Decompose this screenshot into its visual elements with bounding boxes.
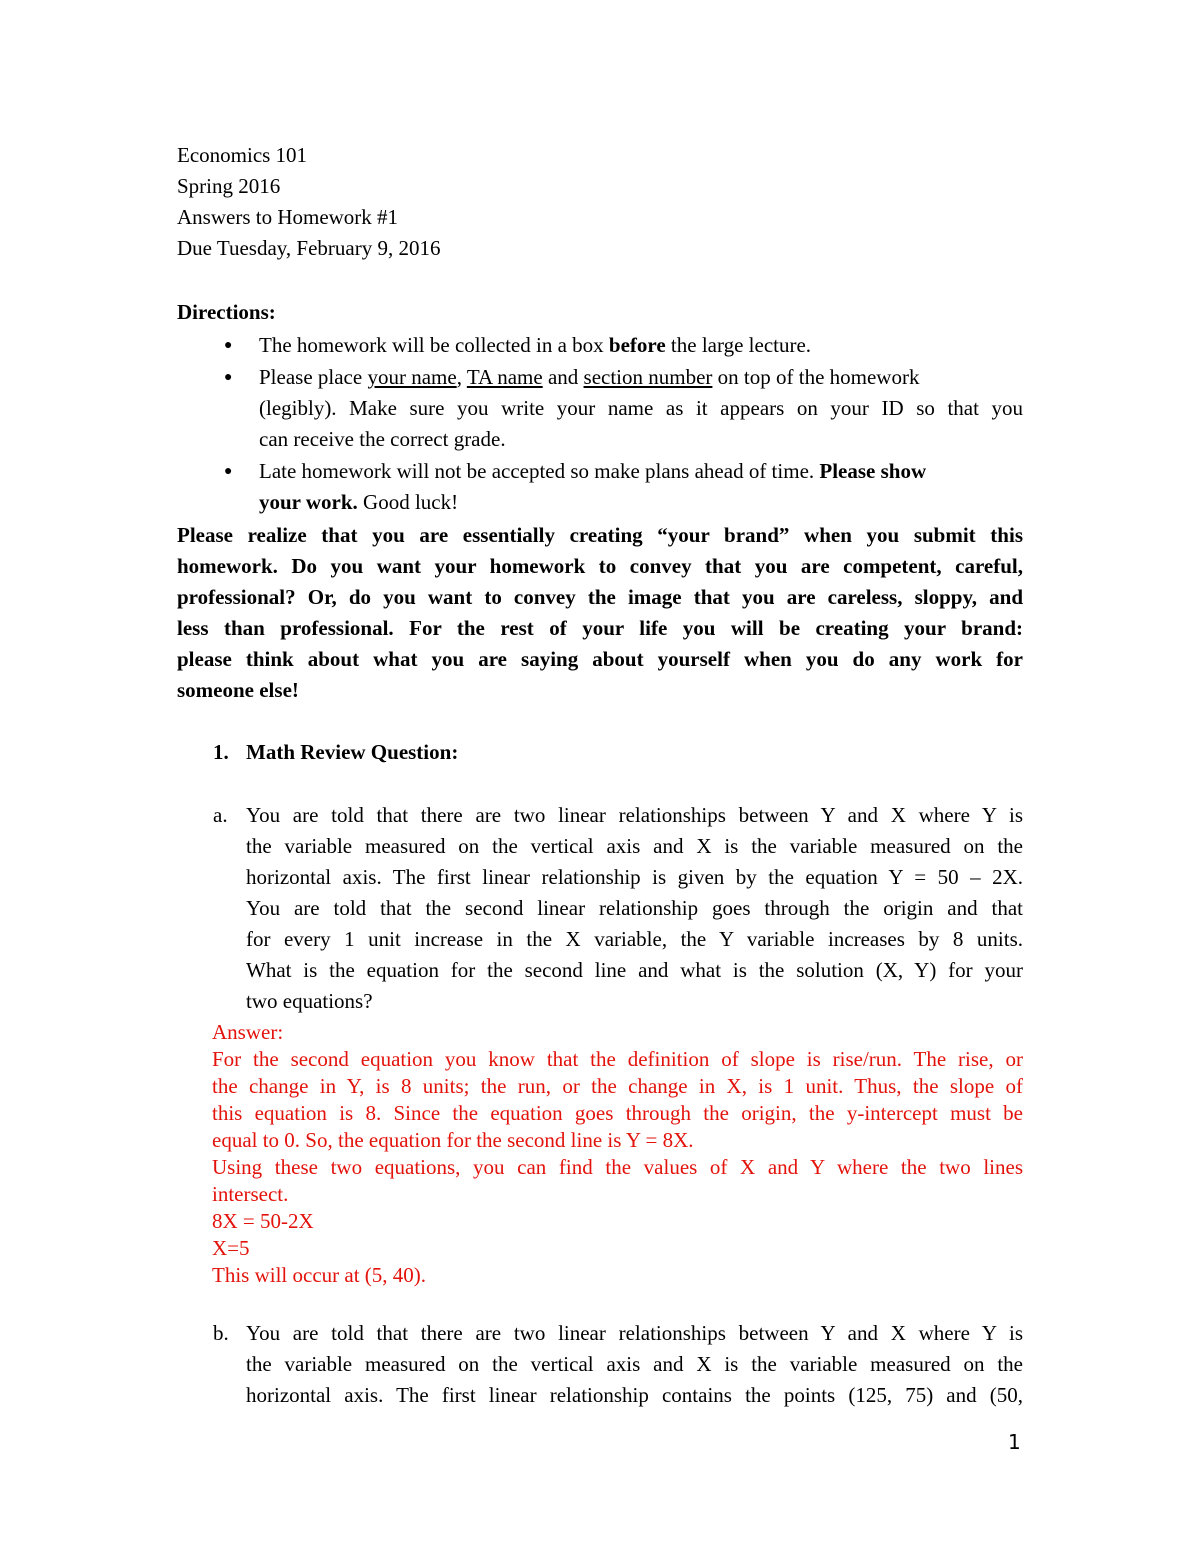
part-b-line: horizontal axis. The first linear relationship contains the points (125, 75) and (50, — [246, 1383, 1023, 1407]
part-b-label: b. — [213, 1321, 229, 1345]
bullet-icon: ● — [224, 464, 233, 479]
answer-line: this equation is 8. Since the equation goes through the origin, the y-intercept must be — [212, 1101, 1023, 1125]
answer-line: This will occur at (5, 40). — [212, 1263, 427, 1287]
direction-item-2-line-3: can receive the correct grade. — [259, 427, 506, 451]
brand-paragraph-line: Please realize that you are essentially creating “your brand” when you submit this — [177, 523, 1023, 547]
answer-heading: Answer: — [212, 1020, 284, 1044]
part-b-line: the variable measured on the vertical axis and X is the variable measured on the — [246, 1352, 1023, 1376]
direction-item-3-line-2: your work. Good luck! — [259, 490, 459, 514]
direction-item-3: Late homework will not be accepted so make plans ahead of time. Please show — [259, 459, 927, 483]
brand-paragraph-line: professional? Or, do you want to convey the image that you are careless, sloppy, and — [177, 585, 1023, 609]
due-date: Due Tuesday, February 9, 2016 — [177, 236, 441, 260]
direction-item-2: Please place your name, TA name and section number on top of the homework — [259, 365, 920, 389]
directions-heading: Directions: — [177, 300, 276, 324]
direction-item-1: The homework will be collected in a box before the large lecture. — [259, 333, 812, 357]
part-a-line: What is the equation for the second line and what is the solution (X, Y) for your — [246, 958, 1023, 982]
bullet-icon: ● — [224, 338, 233, 353]
brand-paragraph-line: someone else! — [177, 678, 299, 702]
part-a-line: for every 1 unit increase in the X variable, the Y variable increases by 8 units. — [246, 927, 1023, 951]
brand-paragraph-line: homework. Do you want your homework to convey that you are competent, careful, — [177, 554, 1023, 578]
answer-line: X=5 — [212, 1236, 250, 1260]
page-number: 1 — [1008, 1430, 1021, 1454]
part-b-line: You are told that there are two linear relationships between Y and X where Y is — [246, 1321, 1023, 1345]
part-a-line: horizontal axis. The first linear relationship is given by the equation Y = 50 – 2X. — [246, 865, 1023, 889]
answer-line: 8X = 50-2X — [212, 1209, 314, 1233]
answer-line: equal to 0. So, the equation for the second line is Y = 8X. — [212, 1128, 694, 1152]
course-name: Economics 101 — [177, 143, 308, 167]
document-title: Answers to Homework #1 — [177, 205, 399, 229]
bullet-icon: ● — [224, 370, 233, 385]
part-a-label: a. — [213, 803, 228, 827]
part-a-line: the variable measured on the vertical axis and X is the variable measured on the — [246, 834, 1023, 858]
question-number: 1. — [213, 740, 229, 764]
part-a-line: You are told that there are two linear relationships between Y and X where Y is — [246, 803, 1023, 827]
part-a-line: two equations? — [246, 989, 373, 1013]
term: Spring 2016 — [177, 174, 281, 198]
answer-line: intersect. — [212, 1182, 289, 1206]
answer-line: Using these two equations, you can find the values of X and Y where the two lines — [212, 1155, 1023, 1179]
answer-line: the change in Y, is 8 units; the run, or the change in X, is 1 unit. Thus, the slope of — [212, 1074, 1023, 1098]
answer-line: For the second equation you know that the definition of slope is rise/run. The rise, or — [212, 1047, 1023, 1071]
part-a-line: You are told that the second linear relationship goes through the origin and that — [246, 896, 1023, 920]
direction-item-2-line-2: (legibly). Make sure you write your name as it appears on your ID so that you — [259, 396, 1023, 420]
question-title: Math Review Question: — [246, 740, 459, 764]
brand-paragraph-line: less than professional. For the rest of your life you will be creating your brand: — [177, 616, 1023, 640]
brand-paragraph-line: please think about what you are saying about yourself when you do any work for — [177, 647, 1023, 671]
